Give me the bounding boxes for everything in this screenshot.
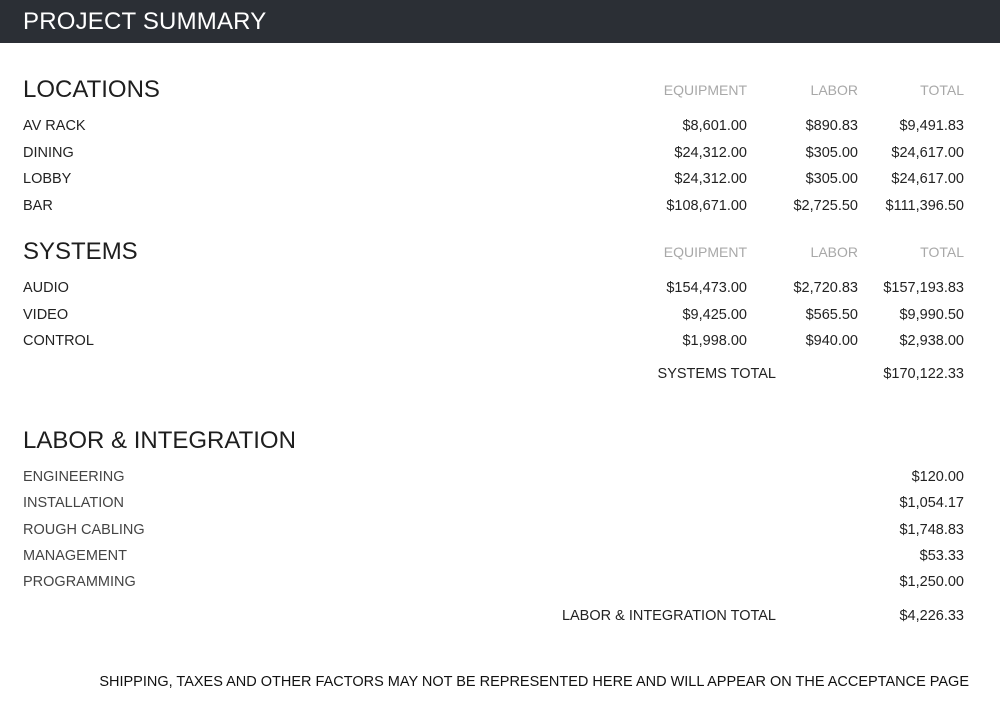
labor-item-name: ENGINEERING: [23, 469, 125, 485]
location-total: $9,491.83: [899, 118, 964, 134]
header-bar: [0, 0, 1000, 43]
labor-item-amount: $1,054.17: [899, 495, 964, 511]
labor-integration-total-value: $4,226.33: [899, 608, 964, 624]
labor-item-amount: $53.33: [919, 548, 964, 564]
labor-item-name: MANAGEMENT: [23, 548, 127, 564]
location-equipment: $24,312.00: [674, 171, 747, 187]
system-name: AUDIO: [23, 280, 69, 296]
system-equipment: $9,425.00: [682, 307, 747, 323]
system-total: $2,938.00: [899, 333, 964, 349]
systems-col-labor: LABOR: [810, 244, 858, 260]
system-labor: $565.50: [805, 307, 858, 323]
labor-item-name: PROGRAMMING: [23, 574, 136, 590]
systems-total-label: SYSTEMS TOTAL: [657, 366, 776, 382]
labor-item-amount: $1,250.00: [899, 574, 964, 590]
location-total: $24,617.00: [891, 171, 964, 187]
location-name: DINING: [23, 145, 74, 161]
location-labor: $305.00: [805, 145, 858, 161]
page-title: PROJECT SUMMARY: [23, 8, 267, 35]
location-equipment: $24,312.00: [674, 145, 747, 161]
system-name: VIDEO: [23, 307, 69, 323]
locations-heading: LOCATIONS: [23, 76, 160, 103]
location-name: AV RACK: [23, 118, 86, 134]
location-name: LOBBY: [23, 171, 72, 187]
locations-col-equipment: EQUIPMENT: [663, 82, 747, 98]
disclaimer-note: SHIPPING, TAXES AND OTHER FACTORS MAY NOT BE REPRESENTED HERE AND WILL APPEAR ON THE ACCEPTANCE PAGE: [99, 674, 969, 690]
system-labor: $2,720.83: [793, 280, 858, 296]
labor-integration-heading: LABOR & INTEGRATION: [23, 427, 296, 454]
systems-col-equipment: EQUIPMENT: [663, 244, 747, 260]
system-total: $157,193.83: [883, 280, 964, 296]
system-labor: $940.00: [805, 333, 858, 349]
systems-total-value: $170,122.33: [883, 366, 964, 382]
labor-item-name: INSTALLATION: [23, 495, 124, 511]
labor-item-name: ROUGH CABLING: [23, 522, 145, 538]
location-labor: $890.83: [805, 118, 858, 134]
location-labor: $2,725.50: [793, 198, 858, 214]
labor-integration-total-label: LABOR & INTEGRATION TOTAL: [561, 608, 776, 624]
systems-col-total: TOTAL: [920, 244, 964, 260]
location-name: BAR: [23, 198, 53, 214]
location-equipment: $8,601.00: [682, 118, 747, 134]
location-equipment: $108,671.00: [666, 198, 747, 214]
system-name: CONTROL: [23, 333, 94, 349]
system-equipment: $154,473.00: [666, 280, 747, 296]
locations-col-labor: LABOR: [810, 82, 858, 98]
system-total: $9,990.50: [899, 307, 964, 323]
system-equipment: $1,998.00: [682, 333, 747, 349]
locations-col-total: TOTAL: [920, 82, 964, 98]
location-total: $111,396.50: [885, 198, 964, 214]
location-labor: $305.00: [805, 171, 858, 187]
location-total: $24,617.00: [891, 145, 964, 161]
systems-heading: SYSTEMS: [23, 238, 138, 265]
labor-item-amount: $1,748.83: [899, 522, 964, 538]
labor-item-amount: $120.00: [911, 469, 964, 485]
